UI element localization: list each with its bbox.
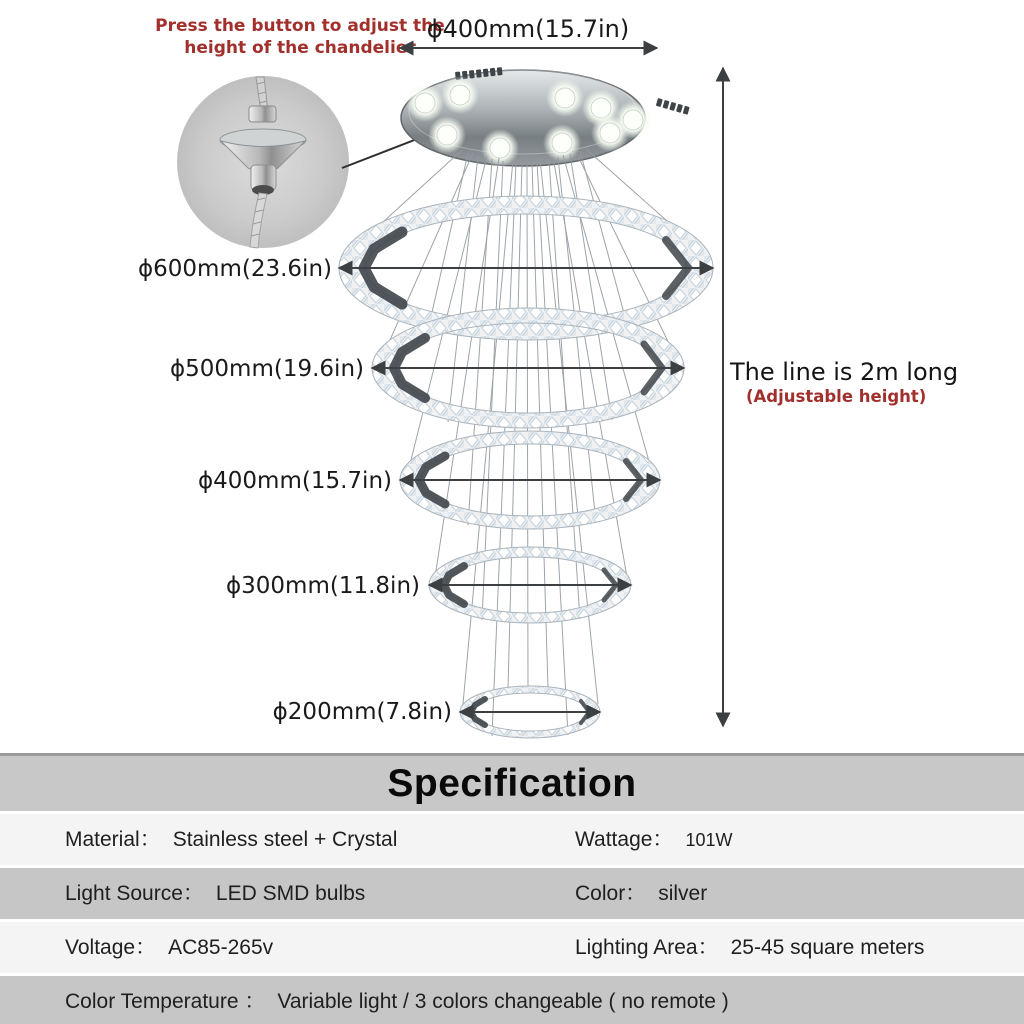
- height-adjuster-inset: [177, 76, 349, 248]
- height-note-main: The line is 2m long: [730, 358, 959, 386]
- dimension-label-200: ϕ200mm(7.8in): [272, 699, 452, 725]
- spec-cell-wattage: [575, 814, 732, 865]
- spec-label-color-temperature: Color Temperature ：: [65, 990, 266, 1013]
- spec-cell-material: [65, 814, 397, 865]
- spec-value-wattage: 101W: [685, 830, 733, 850]
- ceiling-plate: [401, 67, 690, 167]
- spec-cell-lighting-area: [575, 922, 924, 973]
- spec-value-lighting-area: 25-45 square meters: [730, 936, 925, 959]
- spec-row-voltage-area: [0, 922, 1024, 973]
- dimension-label-500: ϕ500mm(19.6in): [169, 356, 364, 382]
- crystal-rings: [339, 196, 713, 738]
- spec-title: Specification: [387, 761, 637, 805]
- spec-label-color: Color：: [575, 882, 647, 905]
- spec-label-light-source: Light Source：: [65, 882, 204, 905]
- specification-section: [0, 753, 1024, 1024]
- spec-label-voltage: Voltage：: [65, 936, 157, 959]
- dimension-label-600: ϕ600mm(23.6in): [137, 256, 332, 282]
- spec-value-material: Stainless steel + Crystal: [172, 828, 398, 851]
- dimension-label-400: ϕ400mm(15.7in): [197, 468, 392, 494]
- spec-value-color-temperature: Variable light / 3 colors changeable ( no remote ): [277, 990, 729, 1013]
- spec-cell-voltage: [65, 922, 273, 973]
- spec-row-lightsource-color: [0, 868, 1024, 919]
- spec-value-color: silver: [658, 882, 708, 905]
- adjust-note-line2: height of the chandelier: [184, 38, 416, 58]
- spec-row-color-temperature: [0, 976, 1024, 1024]
- spec-value-voltage: AC85-265v: [168, 936, 274, 959]
- spec-value-light-source: LED SMD bulbs: [215, 882, 366, 905]
- dimension-label-canopy: ϕ400mm(15.7in): [426, 15, 630, 43]
- spec-cell-color-temperature: [65, 976, 729, 1024]
- spec-label-wattage: Wattage：: [575, 828, 674, 851]
- spec-cell-color: [575, 868, 707, 919]
- spec-cell-light-source: [65, 868, 365, 919]
- spec-title-band: [0, 756, 1024, 811]
- height-note-sub: (Adjustable height): [746, 387, 927, 406]
- spec-label-material: Material：: [65, 828, 161, 851]
- dimension-label-300: ϕ300mm(11.8in): [225, 573, 420, 599]
- adjust-note-line1: Press the button to adjust the: [155, 16, 445, 36]
- spec-label-lighting-area: Lighting Area：: [575, 936, 719, 959]
- spec-row-material-wattage: [0, 814, 1024, 865]
